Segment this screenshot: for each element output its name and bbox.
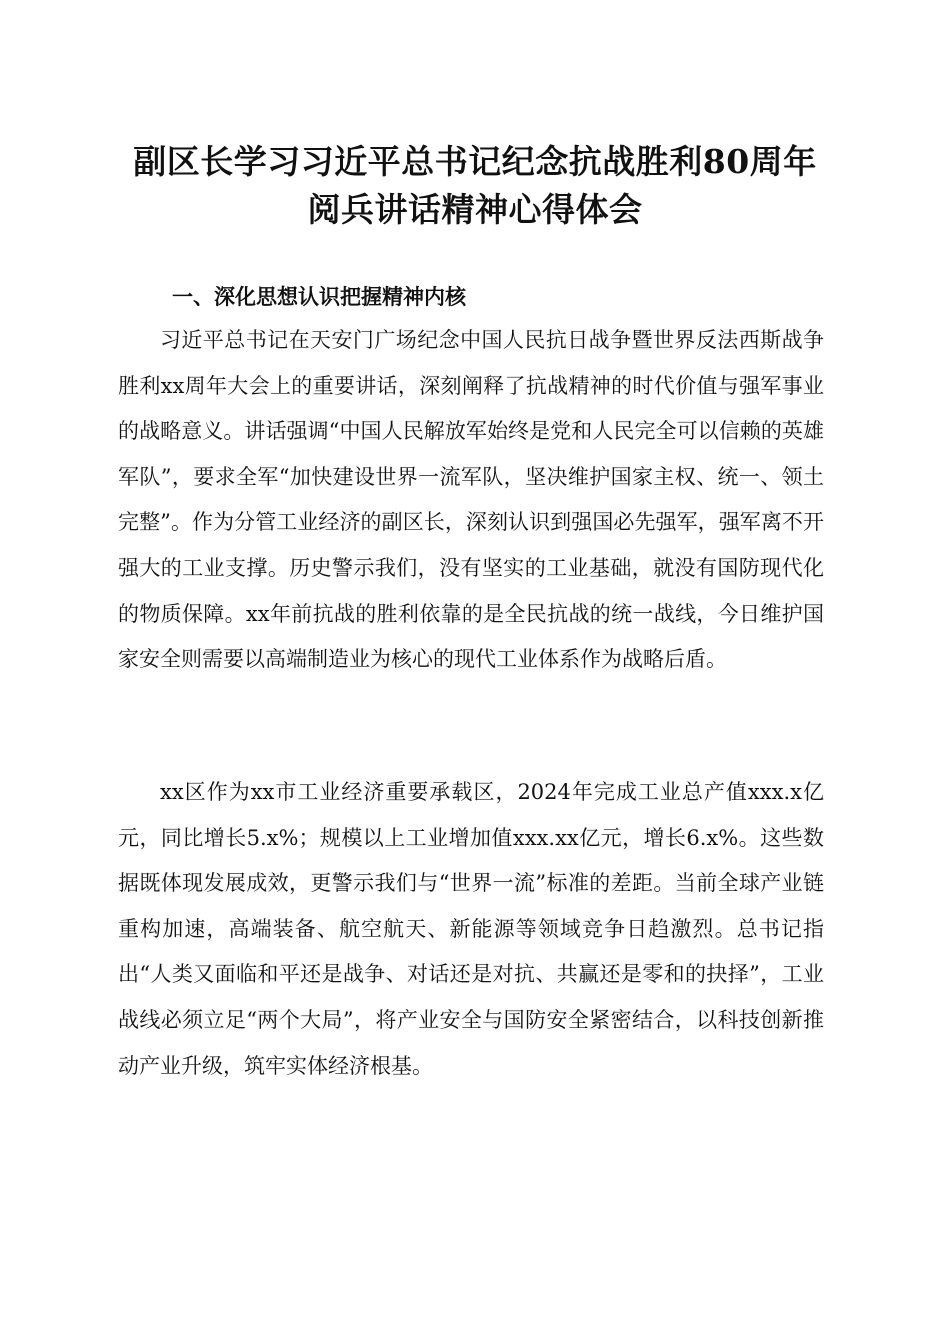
document-title: 副区长学习习近平总书记纪念抗战胜利80周年阅兵讲话精神心得体会 xyxy=(133,142,817,229)
paragraph: xx区作为xx市工业经济重要承载区，2024年完成工业总产值xxx.x亿元，同比增长5.x%；规模以上工业增加值xxx.xx亿元，增长6.x%。这些数据既体现发展成效，更警示我们与“世界一流”标准的差距。当前全球产业链重构加速，高端装备、航空航天、新能源等领域竞争日趋激烈。总书记指出“人类又面临和平还是战争、对话还是对抗、共赢还是零和的抉择”，工业战线必须立足“两个大局”，将产业安全与国防安全紧密结合，以科技创新推动产业升级，筑牢实体经济根基。 xyxy=(118,780,824,1078)
section-heading: 一、深化思想认识把握精神内核 xyxy=(172,285,466,309)
paragraph: 习近平总书记在天安门广场纪念中国人民抗日战争暨世界反法西斯战争胜利xx周年大会上的重要讲话，深刻阐释了抗战精神的时代价值与强军事业的战略意义。讲话强调“中国人民解放军始终是党和人民完全可以信赖的英雄军队”，要求全军“加快建设世界一流军队，坚决维护国家主权、统一、领土完整”。作为分管工业经济的副区长，深刻认识到强国必先强军，强军离不开强大的工业支撑。历史警示我们，没有坚实的工业基础，就没有国防现代化的物质保障。xx年前抗战的胜利依靠的是全民抗战的统一战线，今日维护国家安全则需要以高端制造业为核心的现代工业体系作为战略后盾。 xyxy=(118,328,824,672)
